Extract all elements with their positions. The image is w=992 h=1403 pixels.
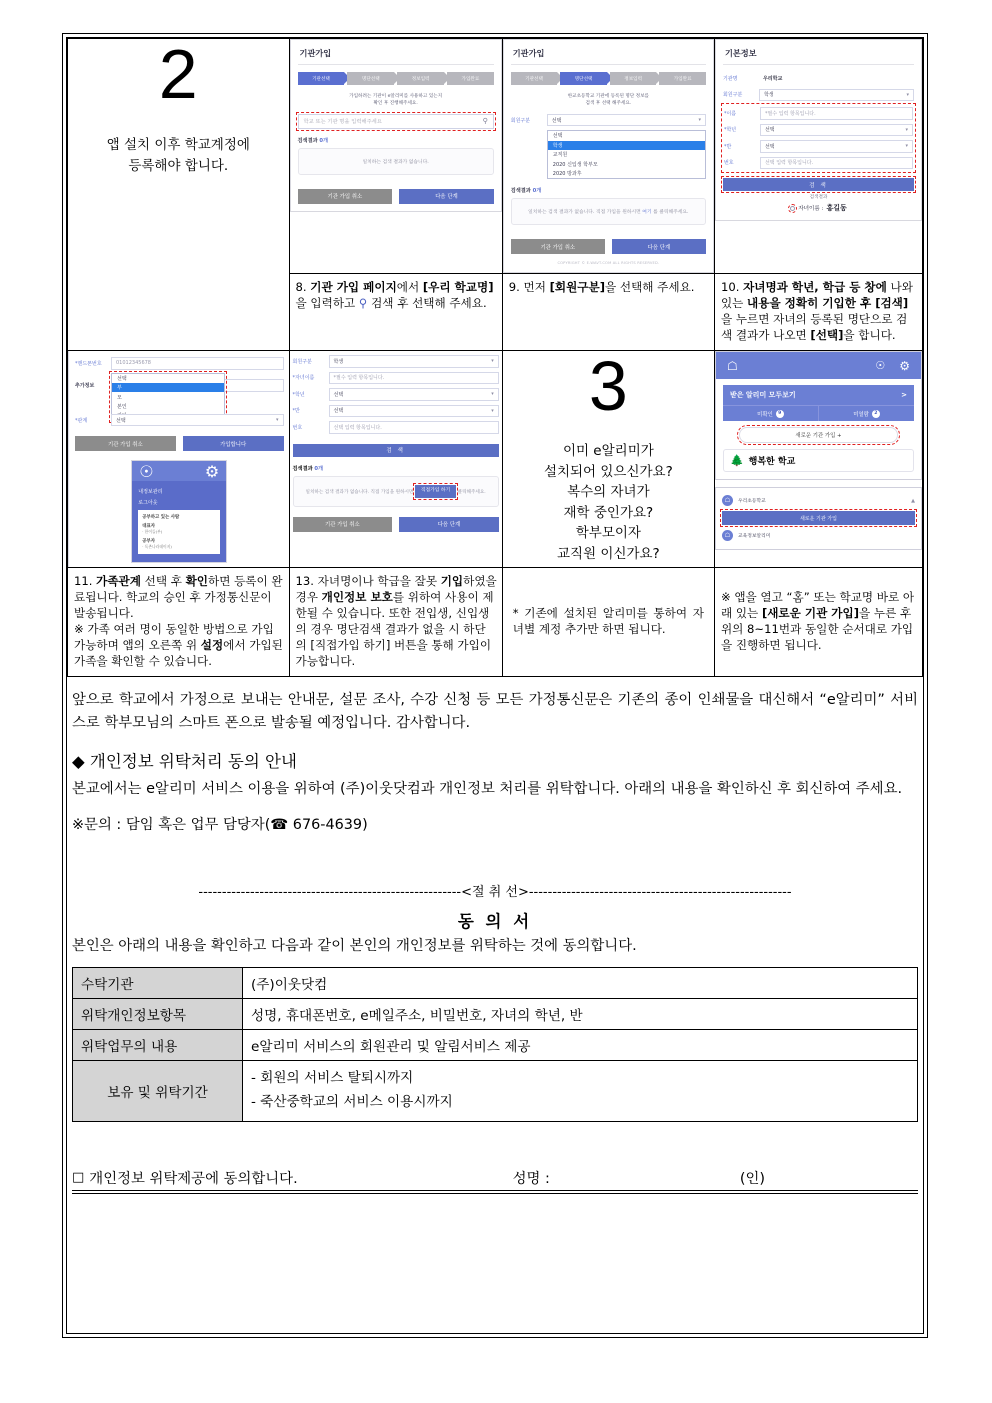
- mock5-select-2[interactable]: 선택 ▾: [329, 388, 499, 401]
- app-school-name: 행복한 학교: [748, 457, 796, 468]
- mock4-buttons: [75, 436, 284, 451]
- mock3-row-1: [723, 89, 914, 102]
- mock2-step-2[interactable]: 명단선택: [560, 72, 607, 85]
- mock2-note: 한교초등학교 기관에 등록된 명단 정보를 검색 후 선택 해주세요.: [567, 94, 649, 106]
- mock2-next-button[interactable]: 다음 단계: [612, 239, 706, 254]
- mock1-cancel-button[interactable]: 기관 가입 취소: [298, 189, 393, 204]
- mock-app-home: [715, 351, 922, 480]
- agreement-key-3: 보유 및 위탁기간: [73, 1061, 243, 1122]
- mock3-select-4[interactable]: 선택 ▾: [760, 140, 913, 153]
- document-inner-border: [66, 37, 924, 1334]
- home-icon[interactable]: ☖: [726, 358, 738, 373]
- mock3-result-label: 검색결과: [809, 195, 828, 200]
- phone-top-bar: [132, 461, 226, 481]
- caption-9: 9. 먼저 [회원구분]을 선택해 주세요.: [508, 280, 695, 295]
- mock2-options-list[interactable]: [547, 130, 706, 179]
- phone-menu-logout[interactable]: 로그아웃: [138, 500, 158, 507]
- mock1-step-4[interactable]: 가입완료: [447, 72, 494, 85]
- document-page: [62, 33, 928, 1338]
- mock2-result-label: 검색결과 0개: [510, 188, 542, 195]
- bottom-rule: [72, 1193, 918, 1194]
- mock5-select-3[interactable]: 선택 ▾: [329, 405, 499, 418]
- app-list-item-1[interactable]: ☖ 교육정보알리미: [722, 528, 915, 543]
- step2-cell: [68, 35, 290, 351]
- mock3-cell: [714, 39, 922, 274]
- mock3-row-2: [724, 107, 913, 120]
- phone-menu-body: [132, 481, 226, 562]
- mock4-option-1[interactable]: 부: [112, 383, 224, 392]
- mock5-direct-join-button[interactable]: 직접가입 하기: [415, 485, 456, 498]
- agreement-key-1: 위탁개인정보항목: [73, 999, 243, 1030]
- gear-icon[interactable]: ⚙: [204, 461, 220, 481]
- mock-institution-join-2: [503, 39, 714, 273]
- mock2-member-type-select[interactable]: 선택 ▾: [547, 114, 706, 127]
- mock2-step-4[interactable]: 가입완료: [659, 72, 706, 85]
- unread-count-badge: 9: [776, 410, 784, 418]
- mock1-title: 기관가입: [298, 46, 494, 65]
- mock-app-school-list: [715, 487, 922, 550]
- mock3-label-1: 회원구분: [722, 92, 743, 99]
- chevron-right-icon: >: [901, 391, 907, 400]
- mock2-title: 기관가입: [511, 46, 706, 65]
- mock3-row-0: [723, 72, 914, 85]
- signature-seal: (인): [739, 1170, 766, 1187]
- mock4-label-2: *관계: [75, 417, 88, 424]
- app-content: [716, 379, 921, 479]
- mock5-cell: [289, 351, 502, 568]
- signature-row: [72, 1167, 918, 1191]
- mock3-select-1[interactable]: 학생 ▾: [759, 89, 914, 102]
- mock5-row-3: [293, 405, 499, 418]
- agreement-row-1: [73, 999, 918, 1030]
- consignment-paragraph: 본교에서는 e알리미 서비스 이용을 위하여 (주)이웃닷컴과 개인정보 처리를 위탁합니다. 아래의 내용을 확인하신 후 회신하여 주세요.: [72, 781, 903, 798]
- mock3-label-4: *반: [723, 143, 732, 150]
- agreement-value-3: - 회원의 서비스 탈퇴시까지 - 죽산중학교의 서비스 이용시까지: [243, 1061, 918, 1122]
- unopened-count-badge: 2: [872, 410, 880, 418]
- mock5-row-4: [293, 421, 499, 434]
- step3-cell: [502, 347, 714, 568]
- mock2-option-3[interactable]: 2020 신입생 학부모: [552, 161, 598, 168]
- mock2-buttons: [511, 239, 706, 254]
- phone-card-key-1: 대표자: [142, 524, 155, 530]
- mock5-label-2: *학년: [292, 391, 305, 398]
- app-stat-unopened[interactable]: 미열람 2: [818, 406, 914, 421]
- mock-additional-info: [68, 351, 289, 567]
- mock4-join-button[interactable]: 가입합니다: [183, 436, 284, 451]
- caption-11-cell: [68, 568, 290, 677]
- mock1-note: 가입하려는 기관이 e알리미를 사용하고 있는지 확인 후 진행해주세요.: [349, 94, 443, 106]
- mock3-search-button[interactable]: 검 색: [723, 178, 914, 191]
- chevron-down-icon: ▾: [906, 91, 909, 98]
- plus-icon: +: [837, 433, 842, 440]
- app-stats-row: [723, 405, 914, 421]
- step2-description: 앱 설치 이후 학교계정에 등록해야 합니다.: [106, 137, 250, 174]
- mock5-search-button[interactable]: 검 색: [293, 444, 499, 457]
- mock5-label-1: *자녀이름: [292, 375, 315, 382]
- app-school-row[interactable]: [723, 449, 914, 472]
- step3-questions: 이미 e알리미가 설치되어 있으신가요? 복수의 자녀가 재학 중인가요? 학부모이자 교직원 이신가요?: [543, 443, 673, 562]
- mock2-steps: [511, 72, 706, 85]
- body-area: [67, 677, 923, 1193]
- mock3-label-0: 기관명: [722, 75, 738, 82]
- chevron-down-icon: ▾: [491, 391, 494, 398]
- chevron-up-icon[interactable]: ▲: [911, 497, 915, 504]
- mock2-cell: [502, 39, 714, 274]
- mock5-next-button[interactable]: 다음 단계: [399, 517, 499, 532]
- section-heading: ◆ 개인정보 위탁처리 동의 안내: [72, 752, 297, 772]
- mock5-result-label: 검색결과 0개: [292, 465, 324, 472]
- mock3-select-3[interactable]: 선택 ▾: [760, 124, 913, 137]
- mock3-value-0: 우리학교: [759, 72, 914, 85]
- phone-card-title: 공부하고 있는 사람: [142, 515, 180, 521]
- mock5-input-1[interactable]: *필수 입력 항목입니다.: [329, 372, 499, 385]
- app-banner[interactable]: [723, 385, 914, 421]
- mock5-label-3: *반: [292, 408, 300, 415]
- mock4-input-0[interactable]: 01012345678: [111, 357, 284, 370]
- agreement-value-0: (주)이웃닷컴: [243, 968, 918, 999]
- mock1-step-1[interactable]: 기관선택: [298, 72, 345, 85]
- mock3-label-5: 번호: [723, 160, 734, 167]
- mock1-steps: [298, 72, 494, 85]
- magnifier-icon[interactable]: ⚲: [482, 117, 488, 126]
- agreement-key-2: 위탁업무의 내용: [73, 1030, 243, 1061]
- new-institution-join-pill[interactable]: 새로운 기관 가입 +: [739, 427, 898, 443]
- caption-11: 11. 가족관계 선택 후 확인하면 등록이 완료됩니다. 학교의 승인 후 가정통신문이 발송됩니다. ※ 가족 여러 명이 동일한 방법으로 가입 가능하며 앱의 오른쪽 위 설정에서 가입된 가족을 확인할 수 있습니다.: [74, 574, 283, 669]
- headset-icon[interactable]: ☉: [875, 359, 886, 373]
- app-banner-row[interactable]: [723, 385, 914, 405]
- chevron-down-icon: ▾: [698, 117, 701, 124]
- mock3-result-name: 홍길동: [826, 204, 847, 212]
- guide-row-2: [68, 351, 923, 568]
- mock4-cell: [68, 351, 290, 568]
- intro-paragraph: 앞으로 학교에서 가정으로 보내는 안내문, 설문 조사, 수강 신청 등 모든 가정통신문은 기존의 종이 인쇄물을 대신해서 “e알리미” 서비스로 학부모님의 스마트 폰으로 발송될 예정입니다. 감사합니다.: [72, 692, 918, 731]
- mock1-search-placeholder: 학교 또는 기관 명을 입력해주세요: [303, 119, 382, 126]
- mock1-search-input[interactable]: [298, 114, 494, 129]
- mock3-input-2[interactable]: *필수 입력 항목입니다.: [760, 107, 913, 120]
- mock1-cell: [289, 39, 502, 274]
- mock1-step-3[interactable]: 정보입력: [397, 72, 444, 85]
- mock4-label-0: *핸드폰번호: [75, 360, 102, 367]
- mock2-cancel-button[interactable]: 기관 가입 취소: [511, 239, 605, 254]
- search-icon: ⚲: [358, 296, 368, 311]
- phone-family-card: [138, 510, 220, 554]
- signature-name-label: 성명 :: [512, 1170, 550, 1187]
- phone-menu-myinfo[interactable]: 내정보관리: [138, 489, 163, 496]
- tree-icon: 🌲: [729, 454, 744, 468]
- app-top-bar: [716, 352, 921, 379]
- mock2-step-1[interactable]: 기관선택: [511, 72, 558, 85]
- mock3-result-name-label: 자녀이름 :: [798, 206, 824, 212]
- caption-note-cell: [714, 568, 922, 677]
- guide-table: [67, 35, 923, 677]
- mock5-buttons: [293, 517, 499, 532]
- mock-child-search: [290, 351, 502, 536]
- chevron-down-icon: ▾: [905, 143, 908, 150]
- mock3-title: 기본정보: [723, 46, 914, 65]
- mock5-row-1: [293, 372, 499, 385]
- mock5-row-0: [293, 355, 499, 368]
- mock2-step-3[interactable]: 정보입력: [610, 72, 657, 85]
- phone-card-key-2: 공부자: [142, 539, 155, 545]
- mock3-row-3: [724, 124, 913, 137]
- mock-institution-join-1: [290, 39, 502, 212]
- mock1-buttons: [298, 189, 494, 204]
- caption-13-cell: [289, 568, 502, 677]
- consent-statement: 본인은 아래의 내용을 확인하고 다음과 같이 본인의 개인정보를 위탁하는 것에 동의합니다.: [72, 937, 637, 954]
- mock4-option-0[interactable]: 선택: [117, 375, 127, 382]
- mock3-row-4: [724, 140, 913, 153]
- mock1-result-label: 검색결과 0개: [297, 137, 329, 144]
- consent-doc-title: 동 의 서: [457, 911, 533, 931]
- home-circle-icon: ☖: [722, 530, 733, 541]
- mock4-label-1: 추가정보: [75, 383, 95, 390]
- mock1-step-2[interactable]: 명단선택: [347, 72, 394, 85]
- mock5-row-2: [293, 388, 499, 401]
- caption-note: ※ 앱을 열고 “홈” 또는 학교명 바로 아래 있는 [새로운 기관 가입]을 누른 후 위의 8~11번과 동일한 순서대로 가입을 진행하면 됩니다.: [720, 590, 915, 653]
- mock4-option-2[interactable]: 모: [117, 394, 122, 401]
- mock2-member-type-label: 회원구분: [510, 117, 531, 124]
- cut-line: --------------------------------------------------------<절 취 선>--------------------------------------------------------: [198, 884, 792, 900]
- mock1-empty-result: 일치하는 검색 결과가 없습니다.: [298, 148, 494, 175]
- caption-8: 8. 기관 가입 페이지에서 [우리 학교명]을 입력하고 ⚲ 검색 후 선택해 주세요.: [295, 280, 494, 311]
- mock-basic-info: [715, 39, 922, 221]
- mock5-label-4: 번호: [292, 424, 303, 431]
- mock4-select-2[interactable]: 선택 ▾: [111, 414, 284, 427]
- mock2-option-0[interactable]: 선택: [552, 133, 563, 140]
- chevron-down-icon: ▾: [276, 417, 279, 424]
- step2-number: 2: [158, 35, 198, 113]
- mock5-cancel-button[interactable]: 기관 가입 취소: [293, 517, 393, 532]
- caption-8-cell: [289, 274, 502, 351]
- phone-card-value-2: · 독촌나라데이지): [142, 544, 172, 550]
- mock2-option-1[interactable]: 학생: [548, 141, 705, 150]
- mock5-label-0: 회원구분: [292, 358, 312, 365]
- chevron-down-icon: ▾: [491, 358, 494, 365]
- mock3-label-2: *이름: [723, 110, 737, 117]
- agreement-value-1: 성명, 휴대폰번호, e메일주소, 비밀번호, 자녀의 학년, 반: [243, 999, 918, 1030]
- mock5-select-0[interactable]: 학생 ▾: [329, 355, 499, 368]
- app-banner-label: 받은 알리미 모두보기: [729, 391, 796, 400]
- mock1-next-button[interactable]: 다음 단계: [399, 189, 494, 204]
- mock5-empty-result: 일치하는 검색 결과가 없습니다. 직접 가입을 원하시면 직접가입 하기 클릭해주세요.: [293, 476, 499, 507]
- mock6-cell: [714, 351, 922, 568]
- mock4-option-3[interactable]: 본인: [117, 403, 127, 410]
- contact-line: ※문의 : 담임 혹은 업무 담당자(☎ 676-4639): [72, 817, 368, 834]
- mock3-row-5: [724, 157, 913, 170]
- caption-10: 10. 자녀명과 학년, 학급 등 창에 나와있는 내용을 정확히 기입한 후 [검색]을 누르면 자녀의 등록된 명단으로 검색 결과가 나오면 [선택]을 합니다.: [720, 280, 913, 343]
- consent-checkbox[interactable]: □: [72, 1169, 85, 1185]
- guide-row-1: [68, 39, 923, 274]
- consent-checkbox-label: 개인정보 위탁제공에 동의합니다.: [89, 1170, 298, 1187]
- mock5-input-4[interactable]: 선택 입력 항목입니다.: [329, 421, 499, 434]
- caption-9-cell: [502, 274, 714, 351]
- mock4-cancel-button[interactable]: 기관 가입 취소: [75, 436, 176, 451]
- radio-icon[interactable]: [790, 206, 795, 211]
- mock3-input-5[interactable]: 선택 입력 항목입니다.: [760, 157, 913, 170]
- mock2-member-type-row: [511, 114, 706, 127]
- app-stat-unread[interactable]: 미확인 9: [723, 406, 818, 421]
- mock3-result-row: [723, 203, 914, 213]
- mock2-empty-result: 일치하는 검색 결과가 없습니다. 직접 가입을 원하시면 여기 를 클릭해주세요.: [511, 198, 706, 225]
- agreement-key-0: 수탁기관: [73, 968, 243, 999]
- mock3-label-3: *학년: [723, 127, 737, 134]
- agreement-value-2: e알리미 서비스의 회원관리 및 알림서비스 제공: [243, 1030, 918, 1061]
- step3-number: 3: [588, 347, 628, 426]
- app-list-item-0[interactable]: ☖ 우리초등학교 ▲: [722, 493, 915, 508]
- agreement-table: [72, 967, 918, 1122]
- mock4-phone-panel: [131, 460, 227, 563]
- agreement-row-0: [73, 968, 918, 999]
- mock3-required-group: [723, 105, 914, 171]
- caption-13: 13. 자녀명이나 학급을 잘못 기입하였을 경우 개인정보 보호를 위하여 사용이 제한될 수 있습니다. 또한 전입생, 신입생의 경우 명단검색 결과가 없을 시 하단의 [직접가입 하기] 버튼을 통해 가입이 가능합니다.: [295, 574, 497, 669]
- home-circle-icon: ☖: [722, 495, 733, 506]
- headset-icon[interactable]: ☉: [139, 461, 154, 481]
- mock4-row-2: [75, 414, 284, 427]
- app-list-new-join-button[interactable]: 새로운 기관 가입: [722, 511, 915, 525]
- gear-icon[interactable]: ⚙: [899, 358, 910, 373]
- mock2-copyright: COPYRIGHT © E-WAVT.COM ALL RIGHTS RESERVED.: [557, 261, 660, 266]
- mock2-option-2[interactable]: 교직원: [552, 152, 568, 159]
- caption-star-cell: [502, 568, 714, 677]
- chevron-down-icon: ▾: [905, 126, 908, 133]
- mock2-option-4[interactable]: 2020 방과후: [552, 170, 582, 177]
- agreement-row-2: [73, 1030, 918, 1061]
- phone-card-value-1: · 한이들(부): [142, 529, 163, 535]
- caption-10-cell: [714, 274, 922, 351]
- guide-caption-row-2: [68, 568, 923, 677]
- agreement-row-3: [73, 1061, 918, 1122]
- caption-star: * 기존에 설치된 알리미를 통하여 자녀별 계정 추가만 하면 됩니다.: [512, 606, 704, 637]
- chevron-down-icon: ▾: [491, 407, 494, 414]
- mock2-here-link[interactable]: 여기: [642, 210, 652, 216]
